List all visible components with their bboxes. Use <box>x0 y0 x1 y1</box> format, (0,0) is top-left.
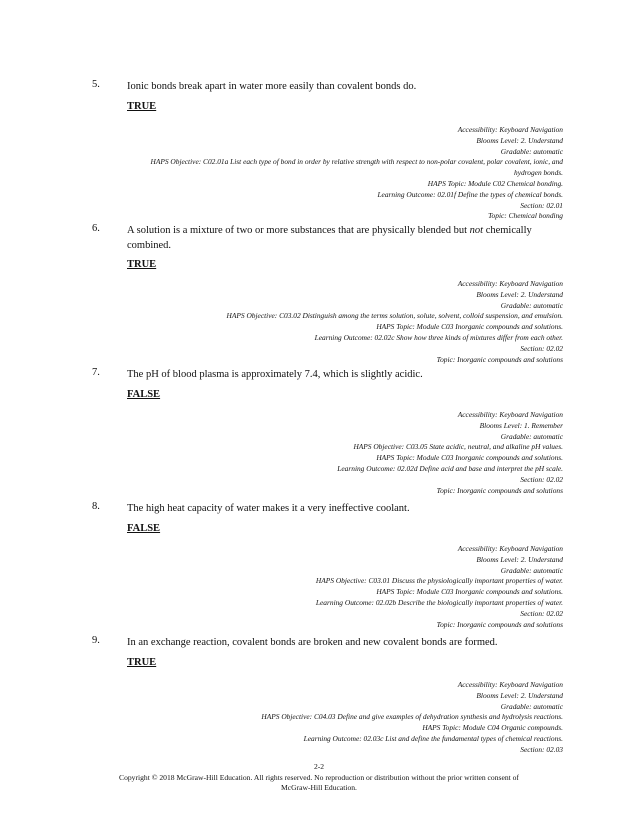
meta-learning-outcome: Learning Outcome: 02.01f Define the types of chemical bonds. <box>377 189 563 199</box>
meta-haps-topic: HAPS Topic: Module C03 Inorganic compounds and solutions. <box>376 322 563 332</box>
meta-learning-outcome: Learning Outcome: 02.02c Show how three kinds of mixtures differ from each other. <box>314 332 563 342</box>
answer: FALSE <box>127 389 161 400</box>
question-number: 7. <box>92 367 100 378</box>
question-text-part: A solution is a mixture of two or more substances that are physically blended but <box>127 225 470 236</box>
copyright-notice-cont: McGraw-Hill Education. <box>281 783 357 792</box>
meta-section: Section: 02.03 <box>520 744 563 754</box>
copyright-notice: Copyright © 2018 McGraw-Hill Education. All rights reserved. No reproduction or distribution without the prior written consent of <box>119 772 519 782</box>
question-text-emphasis: not <box>469 225 484 236</box>
meta-accessibility: Accessibility: Keyboard Navigation <box>457 680 563 689</box>
meta-accessibility: Accessibility: Keyboard Navigation <box>457 410 563 419</box>
meta-haps-topic: HAPS Topic: Module C03 Inorganic compounds and solutions. <box>376 587 563 597</box>
meta-haps-objective: HAPS Objective: C03.05 State acidic, neutral, and alkaline pH values. <box>353 442 563 452</box>
meta-section: Section: 02.02 <box>520 474 563 484</box>
question-text-part: chemically combined. <box>127 225 532 251</box>
meta-blooms-level: Blooms Level: 1. Remember <box>479 420 563 430</box>
answer: TRUE <box>127 657 157 668</box>
meta-section: Section: 02.02 <box>520 608 563 618</box>
meta-haps-topic: HAPS Topic: Module C02 Chemical bonding. <box>427 178 563 188</box>
answer: FALSE <box>127 523 161 534</box>
question-number: 8. <box>92 501 100 512</box>
meta-topic: Topic: Inorganic compounds and solutions <box>436 485 563 495</box>
meta-section: Section: 02.01 <box>520 200 563 210</box>
question-metadata <box>261 680 563 756</box>
meta-topic: Topic: Chemical bonding <box>488 211 563 221</box>
meta-haps-objective: HAPS Objective: C03.01 Discuss the physiologically important properties of water. <box>315 576 563 586</box>
meta-section: Section: 02.02 <box>520 343 563 353</box>
meta-haps-topic: HAPS Topic: Module C04 Organic compounds. <box>422 723 563 733</box>
meta-haps-objective: HAPS Objective: C04.03 Define and give examples of dehydration synthesis and hydrolysis reactions. <box>261 712 563 722</box>
meta-topic: Topic: Inorganic compounds and solutions <box>436 354 563 364</box>
meta-haps-objective: HAPS Objective: C02.01a List each type of bond in order by relative strength with respect to non-polar covalent, polar covalent, ionic, and <box>150 157 563 167</box>
question-number: 6. <box>92 223 100 234</box>
meta-gradable: Gradable: automatic <box>500 701 563 711</box>
question-text: The high heat capacity of water makes it a very ineffective coolant. <box>127 503 410 514</box>
meta-blooms-level: Blooms Level: 2. Understand <box>476 289 563 299</box>
question-metadata <box>316 544 563 630</box>
meta-gradable: Gradable: automatic <box>500 565 563 575</box>
question-text <box>127 223 567 253</box>
meta-haps-objective-cont: hydrogen bonds. <box>514 168 563 178</box>
question-metadata <box>227 279 563 365</box>
meta-blooms-level: Blooms Level: 2. Understand <box>476 135 563 145</box>
meta-learning-outcome: Learning Outcome: 02.02d Define acid and base and interpret the pH scale. <box>337 463 563 473</box>
question-metadata <box>151 125 564 222</box>
meta-gradable: Gradable: automatic <box>500 431 563 441</box>
meta-learning-outcome: Learning Outcome: 02.02b Describe the biologically important properties of water. <box>315 597 563 607</box>
meta-blooms-level: Blooms Level: 2. Understand <box>476 690 563 700</box>
meta-blooms-level: Blooms Level: 2. Understand <box>476 554 563 564</box>
question-text: The pH of blood plasma is approximately 7.4, which is slightly acidic. <box>127 369 423 380</box>
meta-accessibility: Accessibility: Keyboard Navigation <box>457 125 563 134</box>
meta-gradable: Gradable: automatic <box>500 300 563 310</box>
question-metadata <box>337 410 563 496</box>
meta-gradable: Gradable: automatic <box>500 146 563 156</box>
meta-haps-topic: HAPS Topic: Module C03 Inorganic compounds and solutions. <box>376 453 563 463</box>
question-text: Ionic bonds break apart in water more easily than covalent bonds do. <box>127 81 417 92</box>
page-footer <box>0 762 638 794</box>
page-number: 2-2 <box>313 762 325 771</box>
meta-accessibility: Accessibility: Keyboard Navigation <box>457 279 563 288</box>
question-number: 9. <box>92 635 100 646</box>
meta-haps-objective: HAPS Objective: C03.02 Distinguish among the terms solution, solute, solvent, colloid suspension, and emulsion. <box>226 311 563 321</box>
meta-topic: Topic: Inorganic compounds and solutions <box>436 619 563 629</box>
answer: TRUE <box>127 259 157 270</box>
meta-accessibility: Accessibility: Keyboard Navigation <box>457 544 563 553</box>
answer: TRUE <box>127 101 157 112</box>
meta-learning-outcome: Learning Outcome: 02.03c List and define the fundamental types of chemical reactions. <box>303 733 563 743</box>
question-number: 5. <box>92 79 100 90</box>
question-text: In an exchange reaction, covalent bonds are broken and new covalent bonds are formed. <box>127 637 498 648</box>
